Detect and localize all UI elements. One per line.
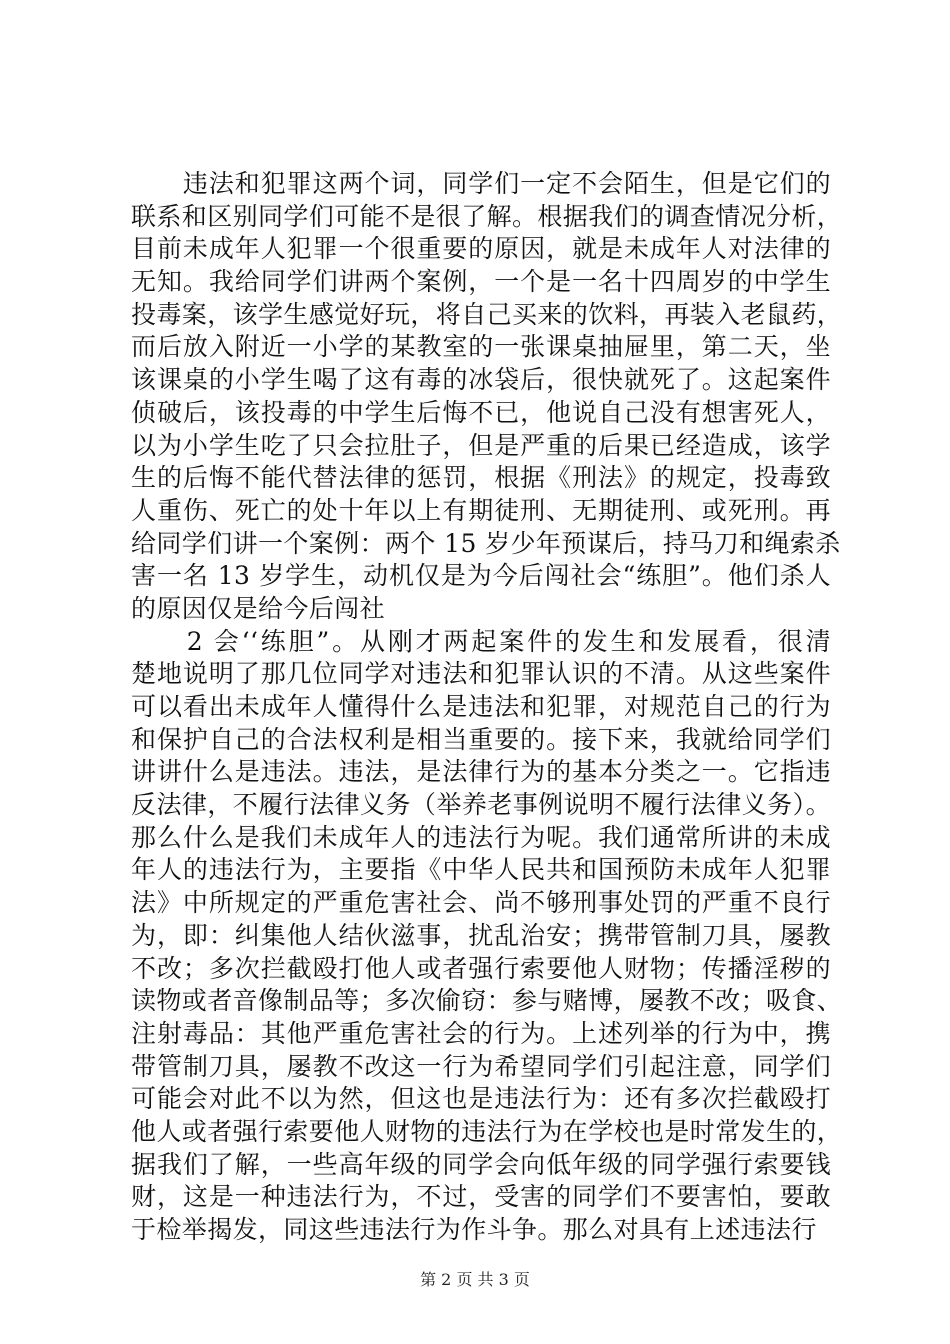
text-line-8: 侦破后，该投毒的中学生后悔不已，他说自己没有想害死人，	[131, 397, 831, 427]
page-number-footer: 第 2 页 共 3 页	[420, 1270, 530, 1289]
text-line-3: 目前未成年人犯罪一个很重要的原因，就是未成年人对法律的	[131, 234, 831, 264]
text-line-29: 可能会对此不以为然，但这也是违法行为：还有多次拦截殴打	[131, 1084, 831, 1114]
text-line-18: 和保护自己的合法权利是相当重要的。接下来，我就给同学们	[131, 724, 831, 754]
text-line-17: 可以看出未成年人懂得什么是违法和犯罪，对规范自己的行为	[131, 692, 831, 721]
text-line-1: 违法和犯罪这两个词，同学们一定不会陌生，但是它们的	[131, 169, 831, 198]
text-line-12: 给同学们讲一个案例：两个 15 岁少年预谋后，持马刀和绳索杀	[131, 528, 841, 558]
text-line-28: 带管制刀具，屡教不改这一行为希望同学们引起注意，同学们	[131, 1051, 831, 1081]
text-line-11: 人重伤、死亡的处十年以上有期徒刑、无期徒刑、或死刑。再	[131, 495, 831, 525]
text-line-13: 害一名 13 岁学生，动机仅是为今后闯社会“练胆”。他们杀人	[131, 561, 831, 591]
text-line-30: 他人或者强行索要他人财物的违法行为在学校也是时常发生的，	[131, 1116, 843, 1146]
text-line-6: 而后放入附近一小学的某教室的一张课桌抽屉里，第二天，坐	[131, 332, 831, 362]
text-line-22: 年人的违法行为，主要指《中华人民共和国预防未成年人犯罪	[131, 855, 831, 885]
text-line-33: 于检举揭发，同这些违法行为作斗争。那么对具有上述违法行	[131, 1215, 817, 1244]
text-line-31: 据我们了解，一些高年级的同学会向低年级的同学强行索要钱	[131, 1149, 831, 1179]
text-line-10: 生的后悔不能代替法律的惩罚，根据《刑法》的规定，投毒致	[131, 463, 831, 493]
text-line-19: 讲讲什么是违法。违法，是法律行为的基本分类之一。它指违	[131, 757, 831, 787]
text-line-27: 注射毒品：其他严重危害社会的行为。上述列举的行为中，携	[131, 1018, 831, 1048]
text-line-23: 法》中所规定的严重危害社会、尚不够刑事处罚的严重不良行	[131, 888, 831, 918]
text-line-24: 为，即：纠集他人结伙滋事，扰乱治安；携带管制刀具，屡教	[131, 920, 831, 950]
text-line-2: 联系和区别同学们可能不是很了解。根据我们的调查情况分析，	[131, 201, 843, 231]
text-line-16: 楚地说明了那几位同学对违法和犯罪认识的不清。从这些案件	[131, 659, 831, 689]
document-body	[131, 168, 843, 1247]
text-line-32: 财，这是一种违法行为，不过，受害的同学们不要害怕，要敢	[131, 1182, 831, 1212]
text-line-15: 2 会‘‘练胆”。从刚才两起案件的发生和发展看，很清	[131, 626, 831, 656]
text-line-7: 该课桌的小学生喝了这有毒的冰袋后，很快就死了。这起案件	[131, 365, 831, 395]
text-line-25: 不改；多次拦截殴打他人或者强行索要他人财物；传播淫秽的	[131, 953, 831, 983]
text-line-9: 以为小学生吃了只会拉肚子，但是严重的后果已经造成，该学	[131, 430, 831, 460]
text-line-14: 的原因仅是给今后闯社	[131, 593, 386, 623]
text-line-21: 那么什么是我们未成年人的违法行为呢。我们通常所讲的未成	[131, 822, 831, 852]
text-line-5: 投毒案，该学生感觉好玩，将自己买来的饮料，再装入老鼠药，	[131, 299, 843, 329]
text-line-4: 无知。我给同学们讲两个案例，一个是一名十四周岁的中学生	[131, 267, 831, 297]
text-line-20: 反法律，不履行法律义务（举养老事例说明不履行法律义务）。	[131, 790, 831, 820]
text-line-26: 读物或者音像制品等；多次偷窃：参与赌博，屡教不改；吸食、	[131, 986, 843, 1016]
